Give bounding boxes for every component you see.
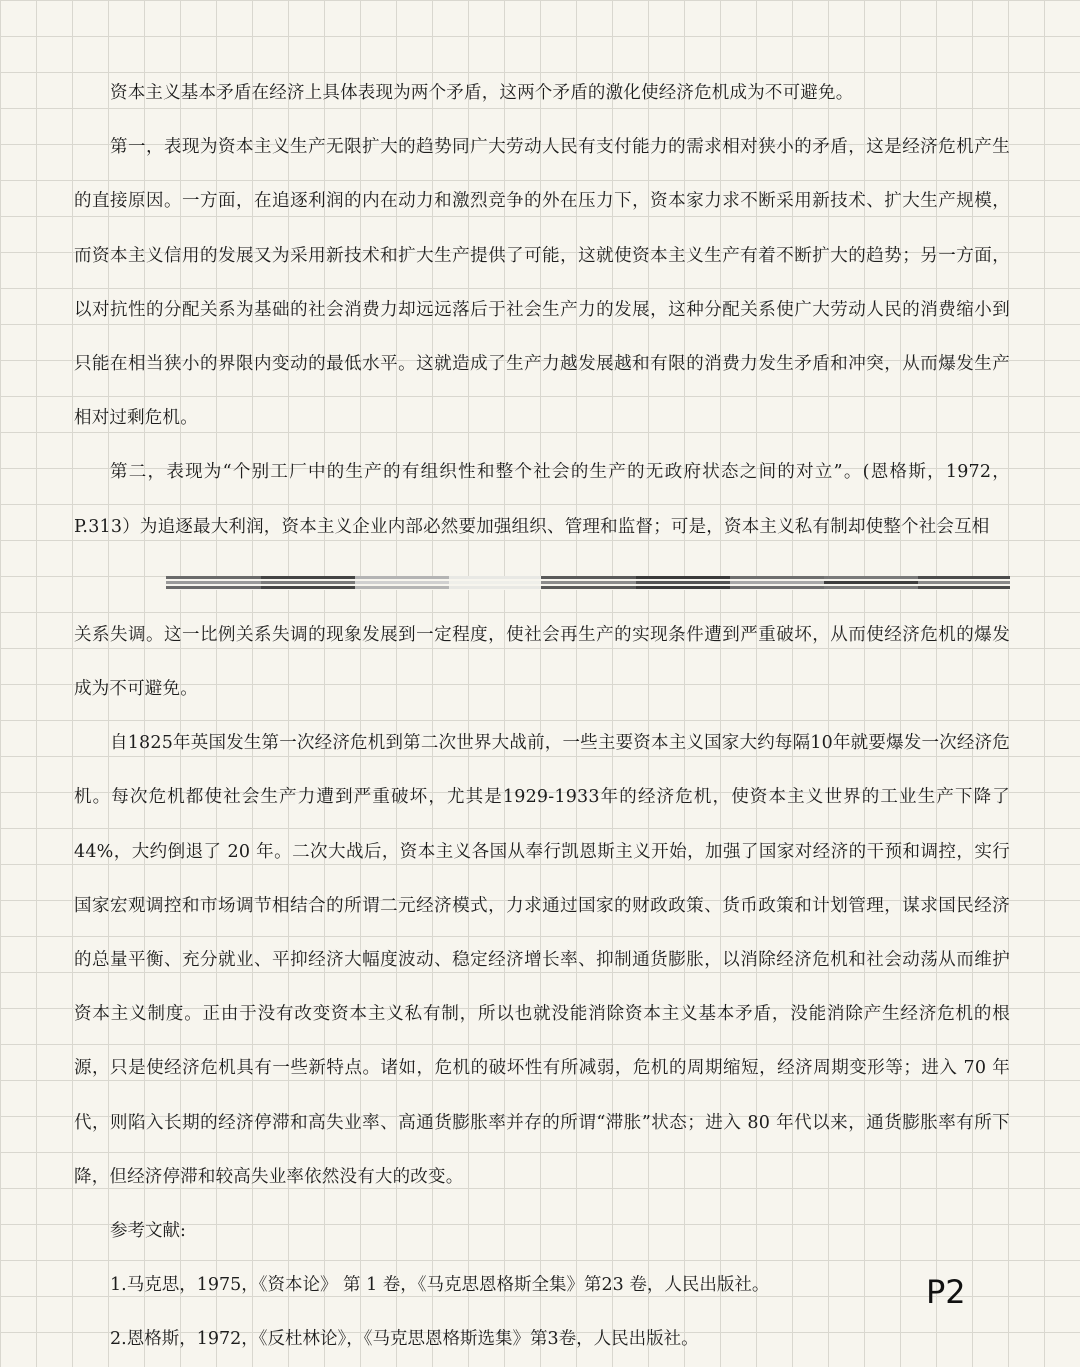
page-number: P2 <box>926 1273 966 1311</box>
artifact-segment <box>261 576 355 590</box>
artifact-segment <box>355 576 449 590</box>
artifact-segment <box>824 576 918 590</box>
artifact-segment <box>449 576 541 590</box>
artifact-segment <box>166 576 261 590</box>
artifact-segment <box>541 576 636 590</box>
paragraph-intro: 资本主义基本矛盾在经济上具体表现为两个矛盾，这两个矛盾的激化使经济危机成为不可避免。 <box>110 83 854 103</box>
paragraph-first-contradiction: 第一，表现为资本主义生产无限扩大的趋势同广大劳动人民有支付能力的需求相对狭小的矛盾，这是经济危机产生的直接原因。一方面，在追逐利润的内在动力和激烈竞争的外在压力下，资本家力求不断采用新技术、扩大生产规模，而资本主义信用的发展又为采用新技术和扩大生产提供了可能，这就使资本主义生产有着不断扩大的趋势；另一方面，以对抗性的分配关系为基础的社会消费力却远远落后于社会生产力的发展，这种分配关系使广大劳动人民的消费缩小到只能在相当狭小的界限内变动的最低水平。这就造成了生产力越发展越和有限的消费力发生矛盾和冲突，从而爆发生产相对过剩危机。 <box>74 137 1010 429</box>
document-body <box>74 66 1010 1367</box>
paragraph-second-contradiction: 第二，表现为“个别工厂中的生产的有组织性和整个社会的生产的无政府状态之间的对立”。(恩格斯，1972，P.313）为追逐最大利润，资本主义企业内部必然要加强组织、管理和监督；可是，资本主义私有制却使整个社会互相 <box>74 462 1010 537</box>
scan-artifact-strip <box>74 554 1010 608</box>
artifact-segment <box>636 576 730 590</box>
artifact-segment <box>730 576 824 590</box>
reference-item: 2.恩格斯，1972，《反杜林论》，《马克思恩格斯选集》第3卷，人民出版社。 <box>110 1329 699 1350</box>
paragraph-history: 自1825年英国发生第一次经济危机到第二次世界大战前，一些主要资本主义国家大约每隔10年就要爆发一次经济危机。每次危机都使社会生产力遭到严重破坏，尤其是1929-1933年的经济危机，使资本主义世界的工业生产下降了44%，大约倒退了 20 年。二次大战后，资本主义各国从奉行凯恩斯主义开始，加强了国家对经济的干预和调控，实行国家宏观调控和市场调节相结合的所谓二元经济模式，力求通过国家的财政政策、货币政策和计划管理，谋求国民经济的总量平衡、充分就业、平抑经济大幅度波动、稳定经济增长率、抑制通货膨胀，以消除经济危机和社会动荡从而维护资本主义制度。正由于没有改变资本主义私有制，所以也就没能消除资本主义基本矛盾，没能消除产生经济危机的根源，只是使经济危机具有一些新特点。诸如，危机的破坏性有所减弱，危机的周期缩短，经济周期变形等；进入 70 年代，则陷入长期的经济停滞和高失业率、高通货膨胀率并存的所谓“滞胀”状态；进入 80 年代以来，通货膨胀率有所下降，但经济停滞和较高失业率依然没有大的改变。 <box>74 733 1010 1187</box>
references-heading: 参考文献: <box>110 1221 186 1242</box>
reference-item: 1.马克思，1975，《资本论》 第 1 卷，《马克思恩格斯全集》第23 卷，人民出版社。 <box>110 1275 770 1296</box>
paragraph-imbalance: 关系失调。这一比例关系失调的现象发展到一定程度，使社会再生产的实现条件遭到严重破坏，从而使经济危机的爆发成为不可避免。 <box>74 624 1010 700</box>
artifact-segment <box>918 576 1010 590</box>
